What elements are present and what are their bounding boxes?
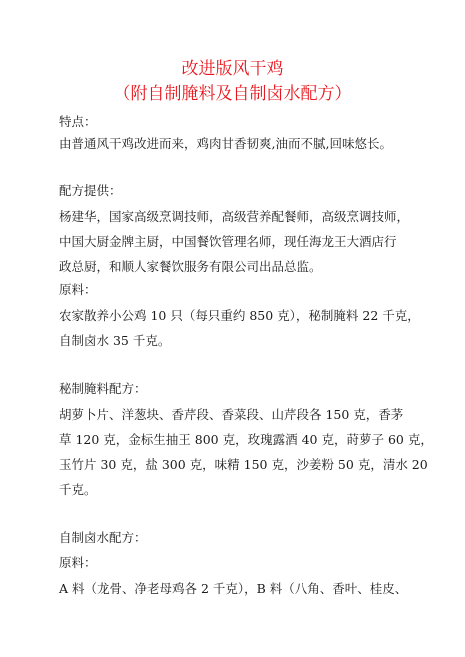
document-subtitle: （附自制腌料及自制卤水配方） <box>113 84 352 104</box>
provider-line: 杨建华，国家高级烹调技师，高级营养配餐师，高级烹调技师， <box>59 209 410 224</box>
provider-heading: 配方提供： <box>59 183 122 198</box>
ingredients-line: 自制卤水 35 千克。 <box>59 333 171 348</box>
marinade-line: 胡萝卜片、洋葱块、香芹段、香菜段、山芹段各 150 克，香茅 <box>59 407 404 422</box>
ingredients-line: 农家散养小公鸡 10 只（每只重约 850 克），秘制腌料 22 千克， <box>59 308 420 323</box>
features-text: 由普通风干鸡改进而来，鸡肉甘香韧爽,油而不腻,回味悠长。 <box>59 136 392 151</box>
brine-heading: 自制卤水配方： <box>59 530 147 545</box>
brine-ingredients-heading: 原料： <box>59 555 97 570</box>
marinade-line: 千克。 <box>59 482 97 497</box>
brine-line: A 料（龙骨、净老母鸡各 2 千克），B 料（八角、香叶、桂皮、 <box>59 581 408 596</box>
provider-line: 中国大厨金牌主厨，中国餐饮管理名师，现任海龙王大酒店行 <box>59 234 397 249</box>
document-title: 改进版风干鸡 <box>181 59 284 79</box>
provider-line: 政总厨，和顺人家餐饮服务有限公司出品总监。 <box>59 259 322 274</box>
marinade-line: 玉竹片 30 克，盐 300 克，味精 150 克，沙姜粉 50 克，清水 20 <box>59 457 428 472</box>
marinade-line: 草 120 克，金标生抽王 800 克，玫瑰露酒 40 克，莳萝子 60 克， <box>59 432 433 447</box>
ingredients-heading: 原料： <box>59 282 97 297</box>
marinade-heading: 秘制腌料配方： <box>59 381 147 396</box>
features-heading: 特点： <box>59 114 97 129</box>
